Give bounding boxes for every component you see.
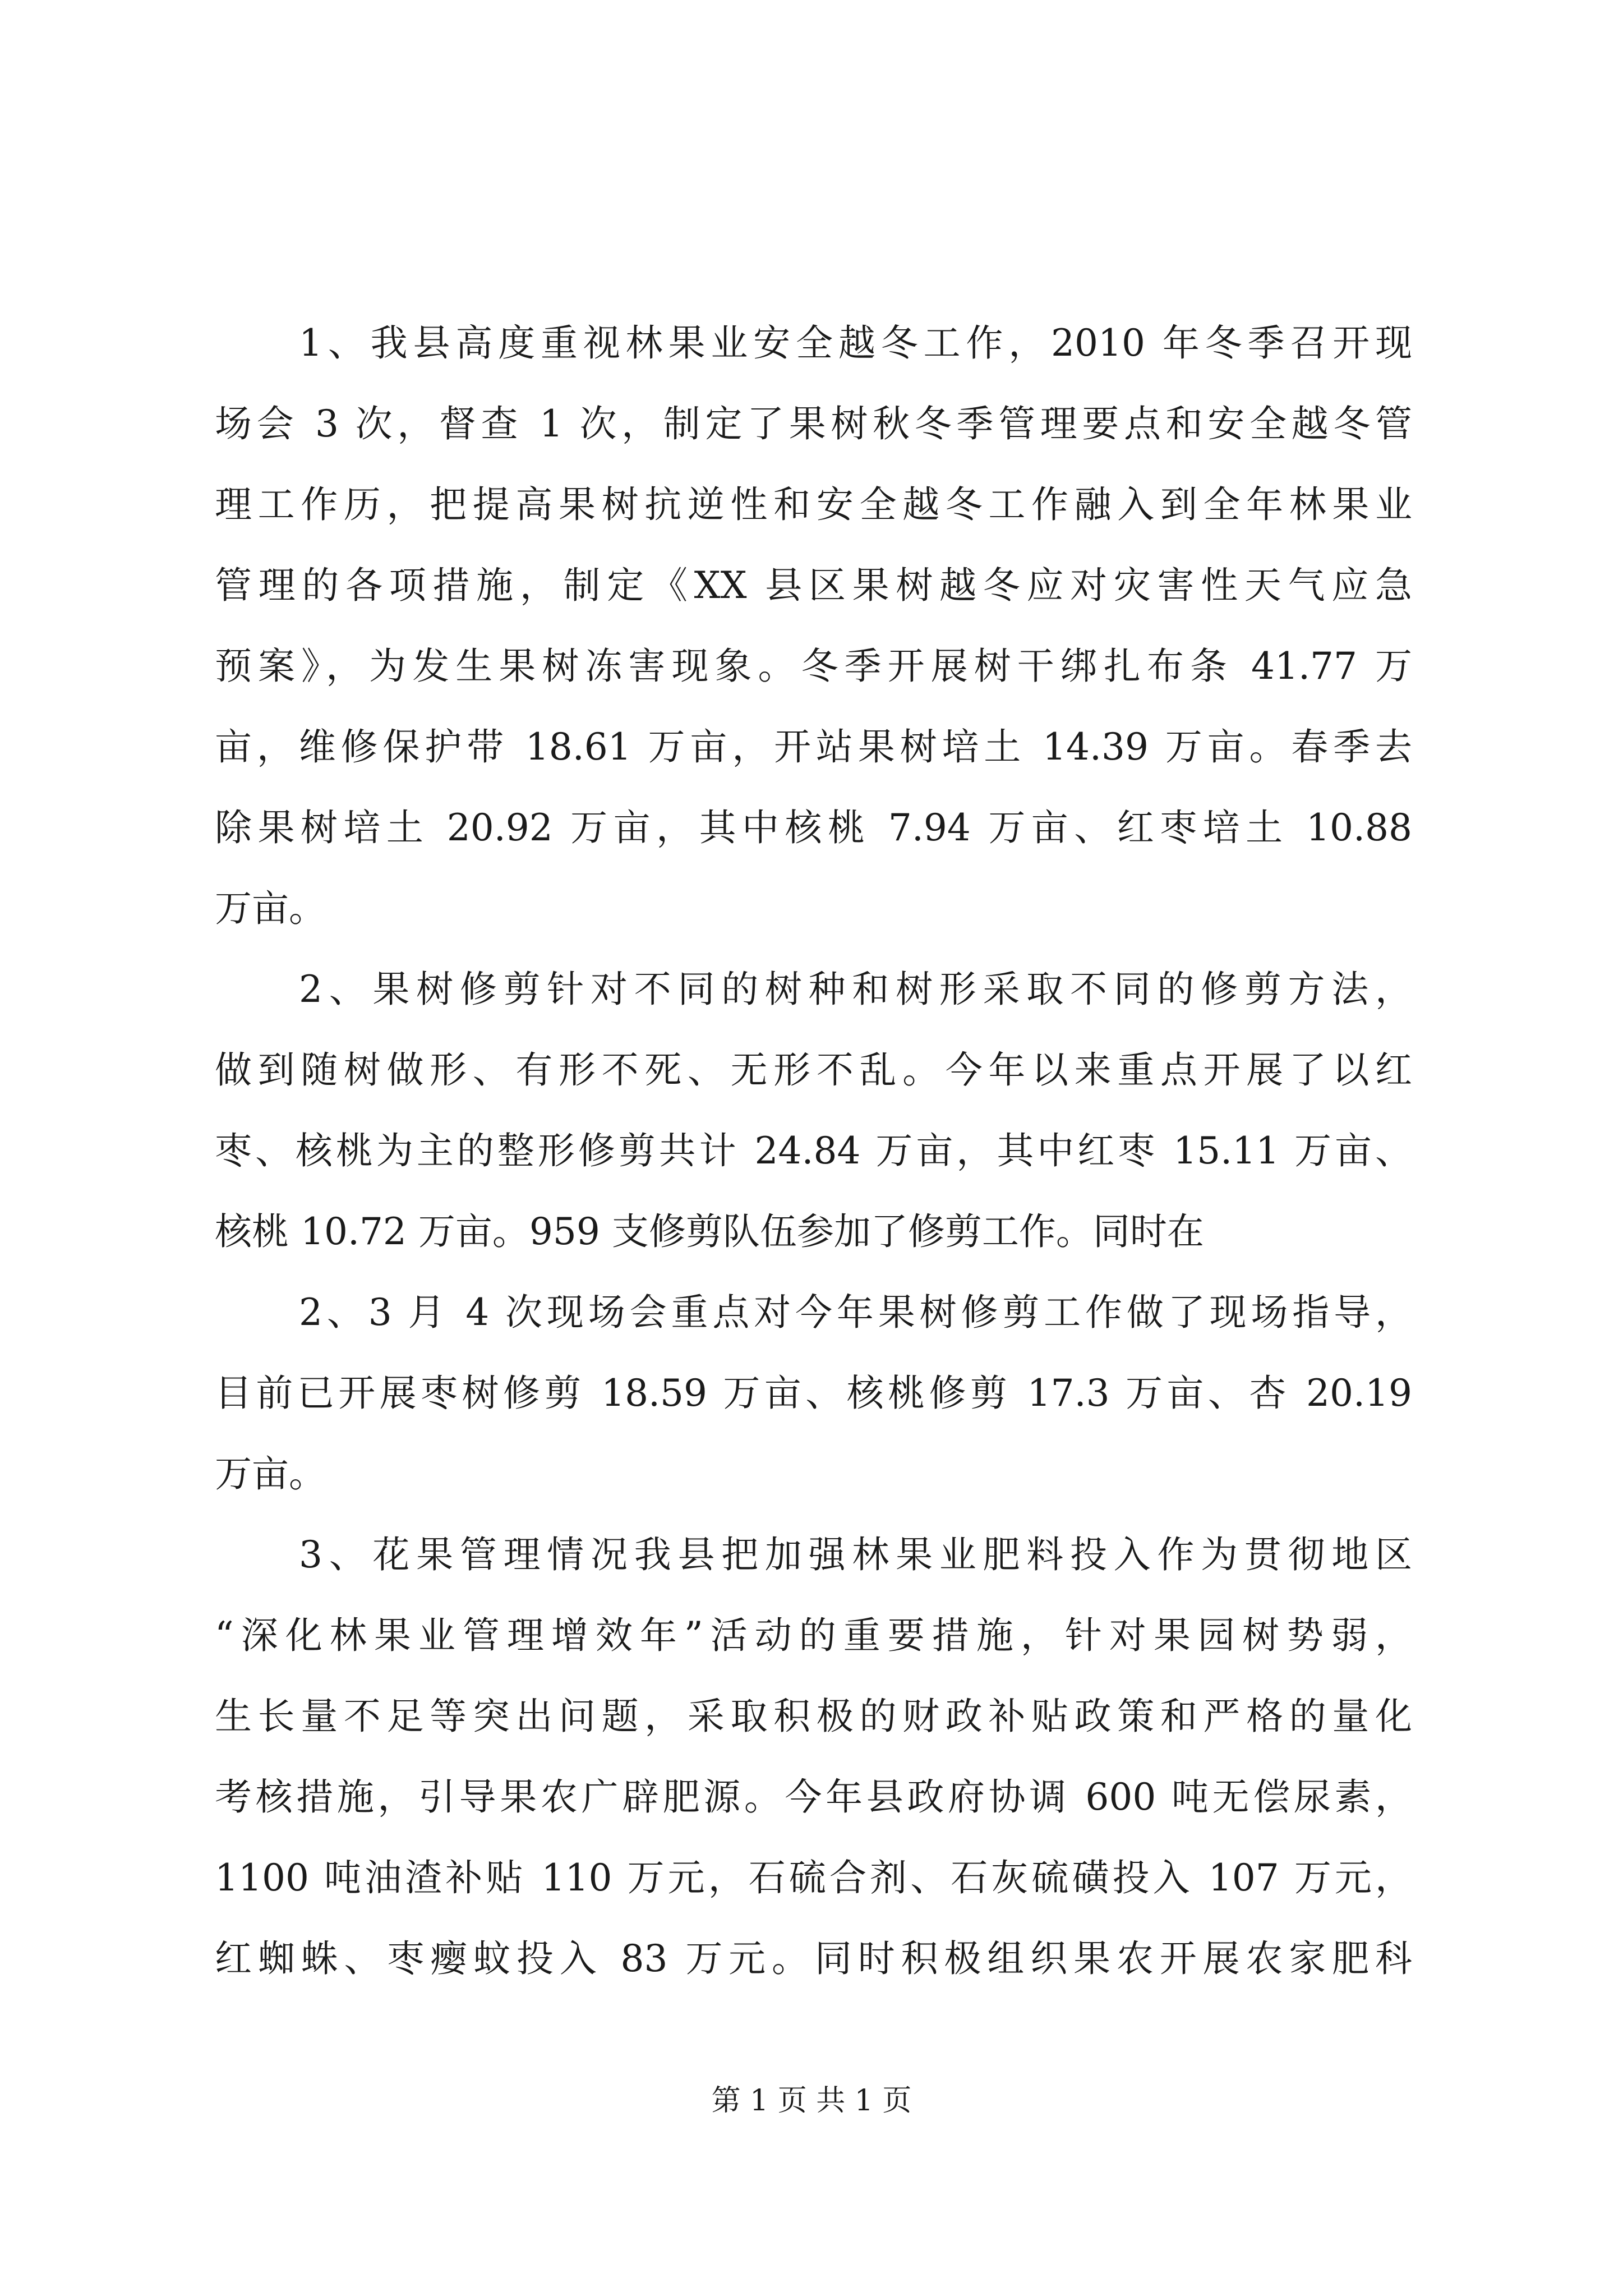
page-footer: 第 1 页 共 1 页 <box>711 2084 912 2118</box>
text-line: 万亩。 <box>215 1452 326 1496</box>
text-line: 3、花果管理情况我县把加强林果业肥料投入作为贯彻地区 <box>299 1533 1412 1576</box>
text-line: 目前已开展枣树修剪 18.59 万亩、核桃修剪 17.3 万亩、杏 20.19 <box>215 1372 1412 1415</box>
text-line: 万亩。 <box>215 887 326 930</box>
text-line: 2、3 月 4 次现场会重点对今年果树修剪工作做了现场指导， <box>299 1291 1412 1334</box>
text-line: 做到随树做形、有形不死、无形不乱。今年以来重点开展了以红 <box>215 1048 1412 1092</box>
text-line: 红蜘蛛、枣瘿蚊投入 83 万元。同时积极组织果农开展农家肥科 <box>215 1937 1412 1980</box>
text-line: 预案》，为发生果树冻害现象。冬季开展树干绑扎布条 41.77 万 <box>215 645 1412 688</box>
text-line: 枣、核桃为主的整形修剪共计 24.84 万亩，其中红枣 15.11 万亩、 <box>215 1129 1412 1172</box>
text-line: “深化林果业管理增效年”活动的重要措施，针对果园树势弱， <box>215 1614 1412 1657</box>
text-line: 理工作历，把提高果树抗逆性和安全越冬工作融入到全年林果业 <box>215 483 1412 526</box>
text-line: 2、果树修剪针对不同的树种和树形采取不同的修剪方法， <box>299 968 1412 1011</box>
text-line: 考核措施，引导果农广辟肥源。今年县政府协调 600 吨无偿尿素， <box>215 1775 1412 1819</box>
text-line: 生长量不足等突出问题，采取积极的财政补贴政策和严格的量化 <box>215 1695 1412 1738</box>
text-line: 场会 3 次，督查 1 次，制定了果树秋冬季管理要点和安全越冬管 <box>215 402 1412 445</box>
document-body <box>215 303 1412 1999</box>
text-line: 核桃 10.72 万亩。959 支修剪队伍参加了修剪工作。同时在 <box>215 1210 1204 1253</box>
text-line: 1100 吨油渣补贴 110 万元，石硫合剂、石灰硫磺投入 107 万元， <box>215 1856 1412 1899</box>
text-line: 1、我县高度重视林果业安全越冬工作，2010 年冬季召开现 <box>299 321 1412 365</box>
text-line: 除果树培土 20.92 万亩，其中核桃 7.94 万亩、红枣培土 10.88 <box>215 806 1412 849</box>
text-line: 亩，维修保护带 18.61 万亩，开站果树培土 14.39 万亩。春季去 <box>215 725 1412 769</box>
text-line: 管理的各项措施，制定《XX 县区果树越冬应对灾害性天气应急 <box>215 564 1412 607</box>
